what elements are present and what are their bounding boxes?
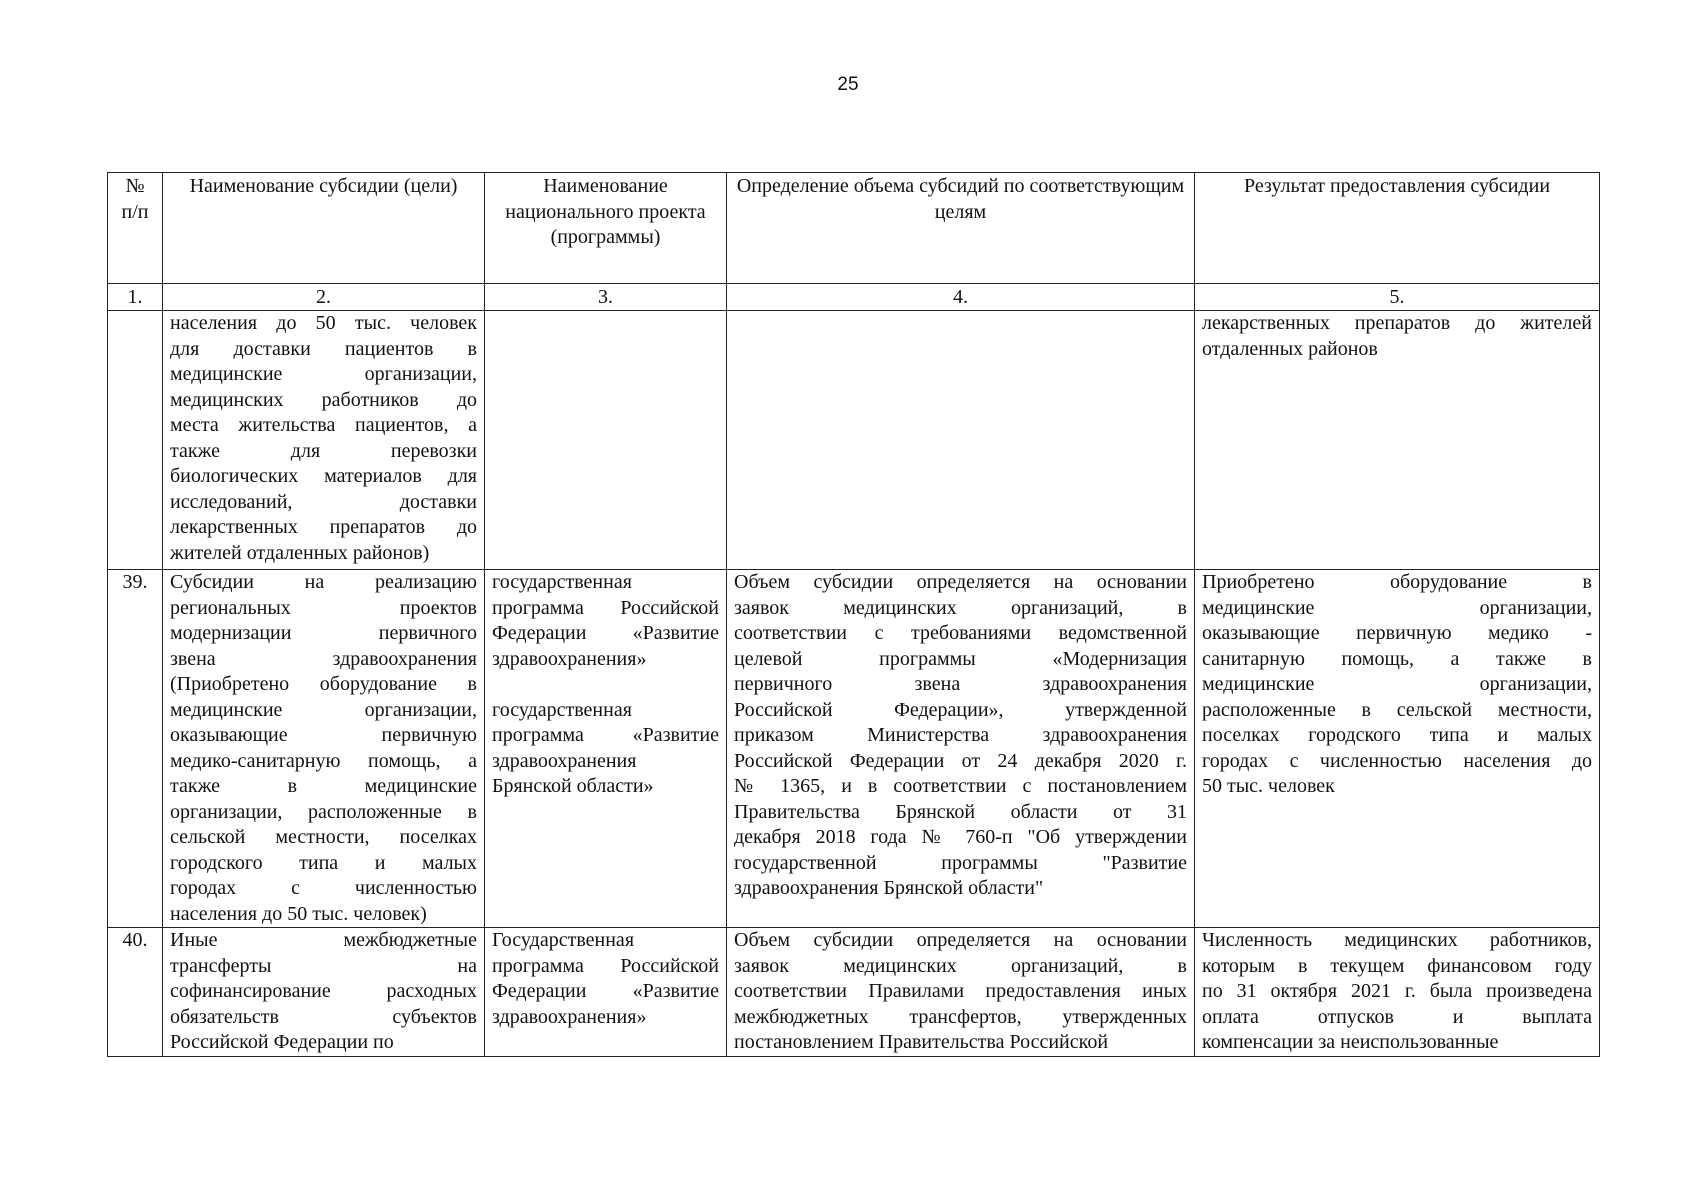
text-line: первичного звена здравоохранения: [734, 673, 1187, 695]
text-line: здравоохранения: [492, 749, 637, 772]
text-line: медицинские организации,: [1202, 673, 1592, 695]
text-line: медицинских работников до: [170, 388, 477, 411]
volume-definition-cell: [727, 570, 1195, 928]
text-line: Иные межбюджетные: [170, 929, 477, 951]
text-line: целевой программы «Модернизация: [734, 647, 1187, 670]
table-header-row: [108, 173, 1600, 284]
result-cell: [1195, 570, 1600, 928]
text-line: по 31 октября 2021 г. была произведена: [1202, 980, 1592, 1002]
volume-definition-cell: [727, 311, 1195, 570]
column-number-4: 4.: [727, 284, 1195, 311]
text-line: оказывающие первичную медико -: [1202, 622, 1592, 644]
header-volume-definition: Определение объема субсидий по соответствующим целям: [727, 173, 1195, 284]
text-line: звена здравоохранения: [170, 647, 477, 670]
text-line: оказывающие первичную: [170, 724, 477, 746]
table-row: [108, 928, 1600, 1057]
text-line: Приобретено оборудование в: [1202, 571, 1592, 593]
text-line: населения до 50 тыс. человек: [170, 312, 477, 334]
text-line: здравоохранения»: [492, 1005, 647, 1028]
text-line: поселках городского типа и малых: [1202, 724, 1592, 746]
header-number: № п/п: [108, 173, 163, 284]
text-line: государственной программы "Развитие: [734, 851, 1187, 874]
text-line: Государственная: [492, 929, 635, 951]
column-number-3: 3.: [485, 284, 727, 311]
text-line: постановлением Правительства Российской: [734, 1031, 1109, 1053]
text-line: государственная: [492, 571, 632, 593]
national-project-cell: [485, 311, 727, 570]
national-project-cell: [485, 928, 727, 1057]
text-line: Субсидии на реализацию: [170, 571, 477, 593]
text-line: санитарную помощь, а также в: [1202, 647, 1592, 670]
text-line: модернизации первичного: [170, 622, 477, 644]
text-line: для доставки пациентов в: [170, 337, 477, 360]
column-number-1: 1.: [108, 284, 163, 311]
line-gap: [492, 672, 719, 698]
header-subsidy-name: Наименование субсидии (цели): [163, 173, 485, 284]
text-line: программа Российской: [492, 596, 719, 619]
text-line: здравоохранения»: [492, 647, 647, 670]
text-line: декабря 2018 года № 760-п "Об утверждении: [734, 826, 1187, 848]
table-row: [108, 311, 1600, 570]
result-cell: [1195, 928, 1600, 1057]
text-line: межбюджетных трансфертов, утвержденных: [734, 1005, 1187, 1028]
text-line: которым в текущем финансовом году: [1202, 954, 1592, 977]
text-line: городах с численностью: [170, 877, 477, 899]
text-line: отдаленных районов: [1202, 337, 1378, 360]
volume-definition-cell: [727, 928, 1195, 1057]
text-line: населения до 50 тыс. человек): [170, 902, 427, 925]
text-line: также в медицинские: [170, 775, 477, 797]
text-line: № 1365, и в соответствии с постановлением: [734, 775, 1187, 797]
page-number: 25: [837, 74, 859, 95]
row-number-cell: [108, 311, 163, 570]
text-line: медицинские организации,: [170, 698, 477, 721]
text-line: жителей отдаленных районов): [170, 541, 430, 564]
text-line: 50 тыс. человек: [1202, 775, 1335, 797]
text-line: региональных проектов: [170, 596, 477, 619]
text-line: Федерации «Развитие: [492, 980, 719, 1002]
text-line: городского типа и малых: [170, 851, 477, 874]
text-line: Численность медицинских работников,: [1202, 929, 1592, 951]
column-number-5: 5.: [1195, 284, 1600, 311]
text-line: соответствии с требованиями ведомственной: [734, 622, 1187, 644]
text-line: Объем субсидии определяется на основании: [734, 929, 1187, 951]
text-line: Российской Федерации от 24 декабря 2020 г.: [734, 749, 1187, 772]
subsidy-name-cell: [163, 311, 485, 570]
text-line: Российской Федерации», утвержденной: [734, 698, 1187, 721]
text-line: софинансирование расходных: [170, 980, 477, 1002]
text-line: исследований, доставки: [170, 490, 477, 513]
text-line: места жительства пациентов, а: [170, 414, 477, 436]
text-line: заявок медицинских организаций, в: [734, 596, 1187, 619]
row-number-cell: 39.: [108, 570, 163, 928]
text-line: организации, расположенные в: [170, 800, 477, 823]
text-line: Федерации «Развитие: [492, 622, 719, 644]
subsidy-name-cell: [163, 928, 485, 1057]
table-row: [108, 570, 1600, 928]
text-line: медицинские организации,: [170, 363, 477, 385]
result-cell: [1195, 311, 1600, 570]
column-number-row: [108, 284, 1600, 311]
text-line: соответствии Правилами предоставления иных: [734, 980, 1187, 1002]
text-line: сельской местности, поселках: [170, 826, 477, 848]
text-line: здравоохранения Брянской области": [734, 877, 1044, 899]
text-line: также для перевозки: [170, 439, 477, 462]
text-line: Брянской области»: [492, 775, 654, 797]
text-line: программа «Развитие: [492, 724, 719, 746]
subsidy-name-cell: [163, 570, 485, 928]
text-line: приказом Министерства здравоохранения: [734, 724, 1187, 746]
header-national-project: Наименование национального проекта (программы): [485, 173, 727, 284]
text-line: Правительства Брянской области от 31: [734, 800, 1187, 823]
text-line: медико-санитарную помощь, а: [170, 749, 477, 772]
column-number-2: 2.: [163, 284, 485, 311]
text-line: городах с численностью населения до: [1202, 749, 1592, 772]
text-line: (Приобретено оборудование в: [170, 673, 477, 695]
text-line: лекарственных препаратов до: [170, 516, 477, 538]
text-line: трансферты на: [170, 954, 477, 977]
text-line: государственная: [492, 698, 632, 721]
text-line: медицинские организации,: [1202, 596, 1592, 619]
text-line: оплата отпусков и выплата: [1202, 1005, 1592, 1028]
header-result: Результат предоставления субсидии: [1195, 173, 1600, 284]
row-number-cell: 40.: [108, 928, 163, 1057]
text-line: обязательств субъектов: [170, 1005, 477, 1028]
text-line: расположенные в сельской местности,: [1202, 698, 1592, 721]
text-line: программа Российской: [492, 954, 719, 977]
text-line: биологических материалов для: [170, 465, 477, 487]
national-project-cell: [485, 570, 727, 928]
text-line: Российской Федерации по: [170, 1031, 394, 1053]
subsidy-table: [107, 172, 1600, 1057]
text-line: заявок медицинских организаций, в: [734, 954, 1187, 977]
text-line: лекарственных препаратов до жителей: [1202, 312, 1592, 334]
text-line: компенсации за неиспользованные: [1202, 1031, 1499, 1053]
text-line: Объем субсидии определяется на основании: [734, 571, 1187, 593]
